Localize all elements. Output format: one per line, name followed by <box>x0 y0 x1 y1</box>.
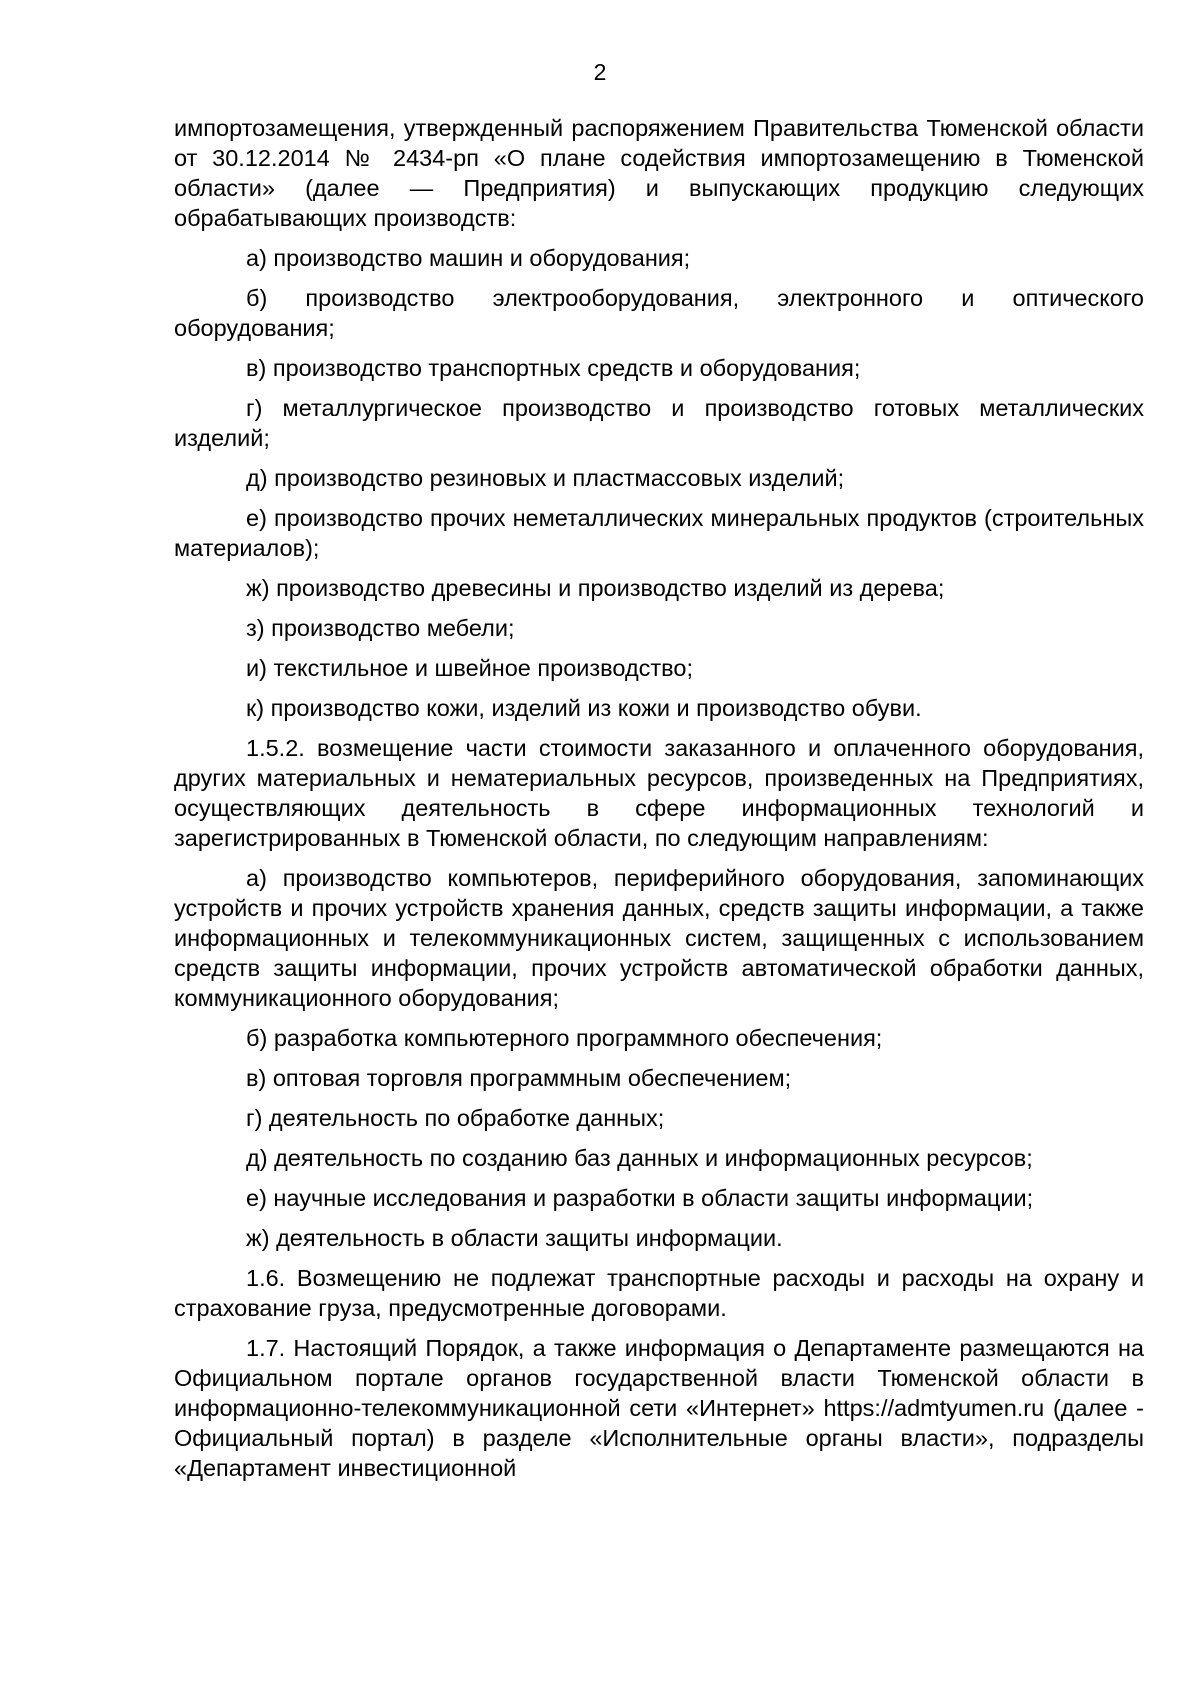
list-item-computers: а) производство компьютеров, периферийного оборудования, запоминающих устройств и прочих устройств хранения данных, средств защиты информации, а также информационных и телекоммуникационных систем, защищенных с использованием средств защиты информации, прочих устройств автоматической обработки данных, коммуникационного оборудования; <box>174 865 1144 1011</box>
list-item-leather: к) производство кожи, изделий из кожи и производство обуви. <box>246 695 922 721</box>
list-item-security-research: е) научные исследования и разработки в области защиты информации; <box>246 1185 1034 1211</box>
paragraph-continuation: импортозамещения, утвержденный распоряжением Правительства Тюменской области от 30.12.2014 № 2434-рп «О плане содействия импортозамещению в Тюменской области» (далее — Предприятия) и выпускающих продукцию следующих обрабатывающих производств: <box>174 115 1144 231</box>
list-item-mineral-products: е) производство прочих неметаллических минеральных продуктов (строительных материалов); <box>174 505 1144 561</box>
list-item-metallurgy: г) металлургическое производство и производство готовых металлических изделий; <box>174 395 1144 451</box>
clause-1-5-2: 1.5.2. возмещение части стоимости заказанного и оплаченного оборудования, других материальных и нематериальных ресурсов, произведенных на Предприятиях, осуществляющих деятельность в сфере информационных технологий и зарегистрированных в Тюменской области, по следующим направлениям: <box>174 735 1144 851</box>
list-item-transport: в) производство транспортных средств и оборудования; <box>246 355 861 381</box>
list-item-rubber-plastic: д) производство резиновых и пластмассовых изделий; <box>246 465 845 491</box>
list-item-wood: ж) производство древесины и производство изделий из дерева; <box>246 575 945 601</box>
document-body <box>174 113 1144 1493</box>
list-item-databases: д) деятельность по созданию баз данных и информационных ресурсов; <box>246 1145 1033 1171</box>
list-item-machinery: а) производство машин и оборудования; <box>246 245 691 271</box>
list-item-electrical-equipment: б) производство электрооборудования, электронного и оптического оборудования; <box>174 285 1144 341</box>
clause-1-6: 1.6. Возмещению не подлежат транспортные расходы и расходы на охрану и страхование груза, предусмотренные договорами. <box>174 1265 1144 1321</box>
list-item-textile: и) текстильное и швейное производство; <box>246 655 693 681</box>
list-item-furniture: з) производство мебели; <box>246 615 515 641</box>
clause-1-7: 1.7. Настоящий Порядок, а также информация о Департаменте размещаются на Официальном портале органов государственной власти Тюменской области в информационно-телекоммуникационной сети «Интернет» https://admtyumen.ru (далее - Официальный портал) в разделе «Исполнительные органы власти», подразделы «Департамент инвестиционной <box>174 1335 1144 1481</box>
list-item-software-development: б) разработка компьютерного программного обеспечения; <box>246 1025 883 1051</box>
list-item-information-security: ж) деятельность в области защиты информации. <box>246 1225 783 1251</box>
page-number: 2 <box>593 59 607 85</box>
list-item-software-wholesale: в) оптовая торговля программным обеспечением; <box>246 1065 792 1091</box>
list-item-data-processing: г) деятельность по обработке данных; <box>246 1105 665 1131</box>
